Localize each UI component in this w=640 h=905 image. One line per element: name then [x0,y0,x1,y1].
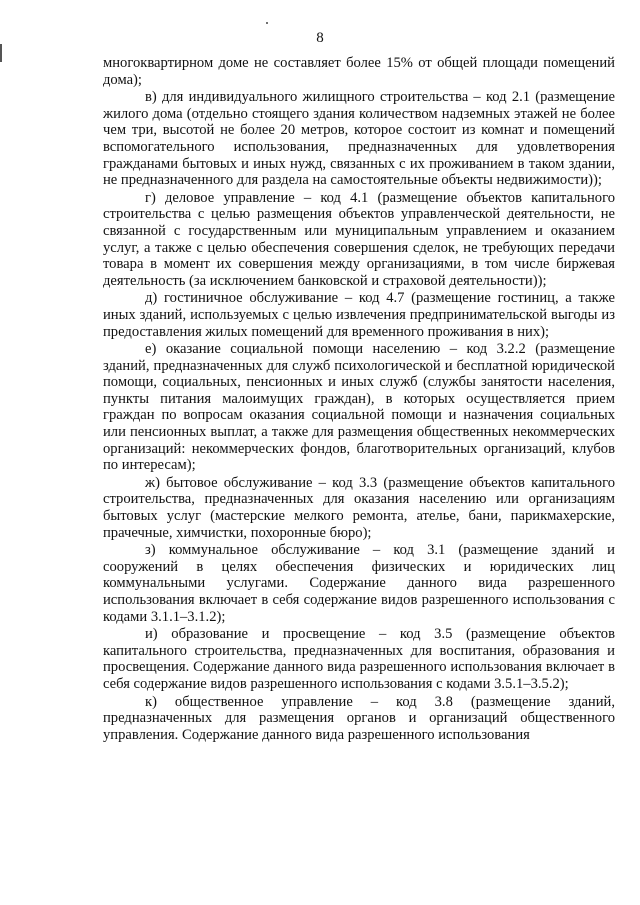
paragraph-continuation: многоквартирном доме не составляет более 15% от общей площади помещений дома); [103,55,615,88]
paragraph-item-v: в) для индивидуального жилищного строительства – код 2.1 (размещение жилого дома (отдельно стоящего здания количеством надземных этажей не более чем три, высотой не более 20 метров, которое состоит из комнат и помещений вспомогательного использования, предназначенных для удовлетворения гражданами бытовых и иных нужд, связанных с их проживанием в таком здании, не предназначенного для раздела на самостоятельные объекты недвижимости)); [103,89,615,189]
paragraph-item-g: г) деловое управление – код 4.1 (размещение объектов капитального строительства с целью размещения объектов управленческой деятельности, не связанной с государственным или муниципальным управлением и оказанием услуг, а также с целью обеспечения совершения сделок, не требующих передачи товара в момент их совершения между организациями, в том числе биржевая деятельность (за исключением банковской и страховой деятельности)); [103,189,615,289]
paragraph-item-d: д) гостиничное обслуживание – код 4.7 (размещение гостиниц, а также иных зданий, используемых с целью извлечения предпринимательской выгоды из предоставления жилых помещений для временного проживания в них); [103,290,615,340]
paragraph-item-k: к) общественное управление – код 3.8 (размещение зданий, предназначенных для размещения органов и организаций общественного управления. Содержание данного вида разрешенного использования [103,693,615,743]
paragraph-item-i: и) образование и просвещение – код 3.5 (размещение объектов капитального строительства, предназначенных для воспитания, образования и просвещения. Содержание данного вида разрешенного использования включает в себя содержание видов разрешенного использования с кодами 3.5.1–3.5.2); [103,626,615,692]
paragraph-item-e: е) оказание социальной помощи населению – код 3.2.2 (размещение зданий, предназначенных для служб психологической и бесплатной юридической помощи, социальных, пенсионных и иных служб (службы занятости населения, пункты питания малоимущих граждан), в которых осуществляется прием граждан по вопросам оказания социальной помощи и назначения социальных или пенсионных выплат, а также для размещения общественных некоммерческих организаций: некоммерческих фондов, благотворительных организаций, клубов по интересам); [103,341,615,474]
paragraph-item-z: з) коммунальное обслуживание – код 3.1 (размещение зданий и сооружений в целях обеспечения физических и юридических лиц коммунальными услугами. Содержание данного вида разрешенного использования включает в себя содержание видов разрешенного использования с кодами 3.1.1–3.1.2); [103,542,615,625]
page-number: 8 [316,30,324,46]
document-body [103,55,615,744]
scan-speck [266,22,268,24]
paragraph-item-zh: ж) бытовое обслуживание – код 3.3 (размещение объектов капитального строительства, предназначенных для оказания населению или организациям бытовых услуг (мастерские мелкого ремонта, ателье, бани, парикмахерские, прачечные, химчистки, похоронные бюро); [103,474,615,541]
